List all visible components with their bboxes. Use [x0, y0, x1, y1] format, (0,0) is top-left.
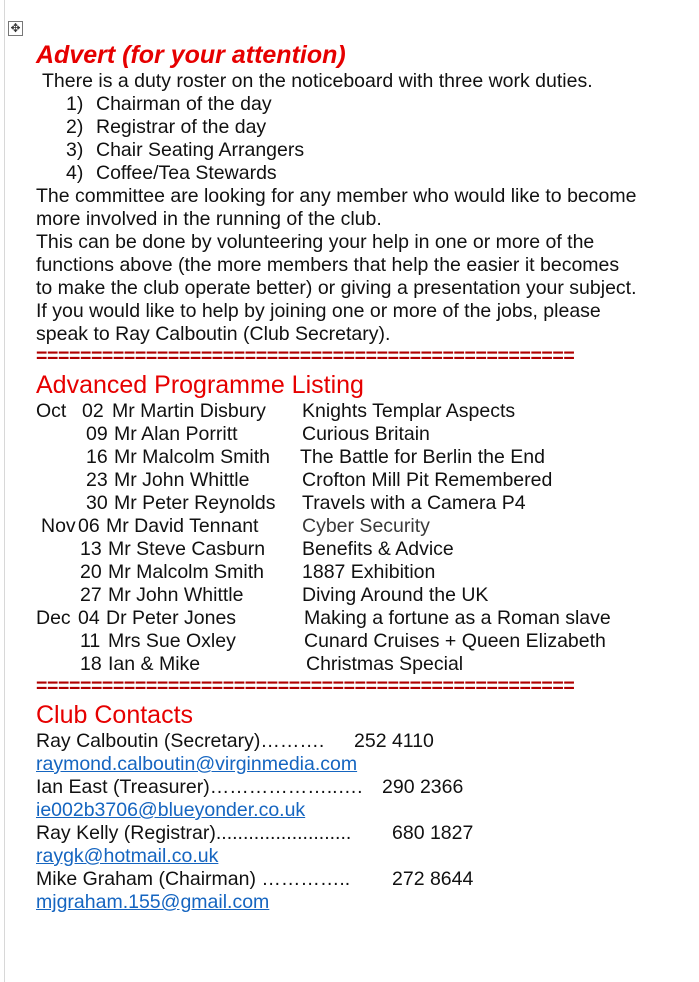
contact-email-link[interactable]: mjgraham.155@gmail.com: [36, 891, 270, 913]
programme-month: Oct: [36, 400, 67, 422]
programme-row: [36, 423, 676, 446]
programme-list: [36, 400, 676, 676]
programme-speaker: Mr Malcolm Smith: [108, 561, 265, 583]
programme-topic: Cyber Security: [302, 515, 430, 537]
programme-topic: Curious Britain: [302, 423, 430, 445]
programme-row: [36, 538, 676, 561]
separator-line: =================================================: [36, 676, 575, 697]
programme-topic: Making a fortune as a Roman slave: [304, 607, 611, 629]
programme-day: 23: [86, 469, 108, 491]
contact-email-link[interactable]: ie002b3706@blueyonder.co.uk: [36, 799, 306, 821]
programme-month: Nov: [41, 515, 76, 537]
contact-email-link[interactable]: raymond.calboutin@virginmedia.com: [36, 753, 358, 775]
programme-day: 27: [80, 584, 102, 606]
duty-item: [36, 139, 676, 162]
contact-name: Ray Kelly (Registrar).........................: [36, 822, 352, 844]
programme-row: [36, 584, 676, 607]
advert-intro: There is a duty roster on the noticeboard with three work duties.: [42, 70, 593, 92]
programme-row: [36, 446, 676, 469]
move-cross-icon[interactable]: ✥: [8, 21, 23, 36]
programme-row: [36, 653, 676, 676]
duty-number: 1): [66, 93, 84, 115]
programme-row: [36, 630, 676, 653]
programme-topic: 1887 Exhibition: [302, 561, 436, 583]
duty-label: Chairman of the day: [96, 93, 272, 115]
contact-phone: 290 2366: [382, 776, 464, 798]
page-margin-line: [4, 0, 5, 982]
programme-speaker: Mr David Tennant: [106, 515, 259, 537]
duty-list: [36, 93, 676, 185]
programme-day: 09: [86, 423, 108, 445]
duty-item: [36, 116, 676, 139]
programme-row: [36, 400, 676, 423]
contact-row: [36, 776, 676, 799]
contact-name: Ray Calboutin (Secretary)……….: [36, 730, 325, 752]
contact-name: Mike Graham (Chairman) …………..: [36, 868, 351, 890]
programme-topic: Diving Around the UK: [302, 584, 489, 606]
duty-label: Coffee/Tea Stewards: [96, 162, 277, 184]
programme-day: 18: [80, 653, 102, 675]
programme-speaker: Mr Alan Porritt: [114, 423, 238, 445]
contact-name: Ian East (Treasurer)………………..….: [36, 776, 363, 798]
programme-month: Dec: [36, 607, 71, 629]
programme-topic: The Battle for Berlin the End: [300, 446, 545, 468]
programme-speaker: Mr Malcolm Smith: [114, 446, 271, 468]
advert-body-line: speak to Ray Calboutin (Club Secretary).: [36, 323, 391, 345]
contact-row: [36, 730, 676, 753]
document-page: [36, 40, 676, 914]
programme-topic: Cunard Cruises + Queen Elizabeth: [304, 630, 606, 652]
advert-body-line: functions above (the more members that help the easier it becomes: [36, 254, 620, 276]
programme-speaker: Ian & Mike: [108, 653, 201, 675]
advert-title: Advert (for your attention): [36, 41, 346, 69]
contact-phone: 252 4110: [354, 730, 434, 752]
duty-label: Chair Seating Arrangers: [96, 139, 305, 161]
programme-row: [36, 561, 676, 584]
programme-speaker: Dr Peter Jones: [106, 607, 237, 629]
advert-body-line: This can be done by volunteering your help in one or more of the: [36, 231, 595, 253]
programme-row: [36, 515, 676, 538]
programme-row: [36, 492, 676, 515]
programme-topic: Knights Templar Aspects: [302, 400, 516, 422]
programme-speaker: Mrs Sue Oxley: [108, 630, 236, 652]
programme-speaker: Mr John Whittle: [114, 469, 250, 491]
programme-day: 11: [80, 630, 101, 652]
advert-body-line: to make the club operate better) or giving a presentation your subject.: [36, 277, 637, 299]
duty-item: [36, 162, 676, 185]
contact-email-link[interactable]: raygk@hotmail.co.uk: [36, 845, 219, 867]
programme-speaker: Mr Peter Reynolds: [114, 492, 276, 514]
contact-row: [36, 822, 676, 845]
programme-topic: Crofton Mill Pit Remembered: [302, 469, 553, 491]
programme-row: [36, 469, 676, 492]
separator-line: =================================================: [36, 346, 575, 367]
advert-body-line: The committee are looking for any member who would like to become: [36, 185, 637, 207]
programme-topic: Travels with a Camera P4: [302, 492, 526, 514]
advert-body-line: more involved in the running of the club.: [36, 208, 382, 230]
duty-number: 4): [66, 162, 84, 184]
duty-item: [36, 93, 676, 116]
programme-day: 02: [82, 400, 104, 422]
programme-day: 13: [80, 538, 102, 560]
contact-phone: 680 1827: [392, 822, 474, 844]
advert-body: [36, 185, 676, 346]
contact-row: [36, 868, 676, 891]
programme-topic: Christmas Special: [306, 653, 464, 675]
programme-day: 16: [86, 446, 108, 468]
duty-number: 3): [66, 139, 84, 161]
advert-body-line: If you would like to help by joining one or more of the jobs, please: [36, 300, 601, 322]
duty-number: 2): [66, 116, 84, 138]
programme-day: 06: [78, 515, 100, 537]
contacts-list: [36, 730, 676, 914]
contact-phone: 272 8644: [392, 868, 474, 890]
duty-label: Registrar of the day: [96, 116, 267, 138]
programme-row: [36, 607, 676, 630]
programme-day: 04: [78, 607, 100, 629]
programme-topic: Benefits & Advice: [302, 538, 454, 560]
programme-speaker: Mr John Whittle: [108, 584, 244, 606]
programme-speaker: Mr Steve Casburn: [108, 538, 266, 560]
programme-speaker: Mr Martin Disbury: [112, 400, 266, 422]
contacts-title: Club Contacts: [36, 701, 194, 729]
programme-day: 20: [80, 561, 102, 583]
programme-day: 30: [86, 492, 108, 514]
programme-title: Advanced Programme Listing: [36, 371, 364, 399]
